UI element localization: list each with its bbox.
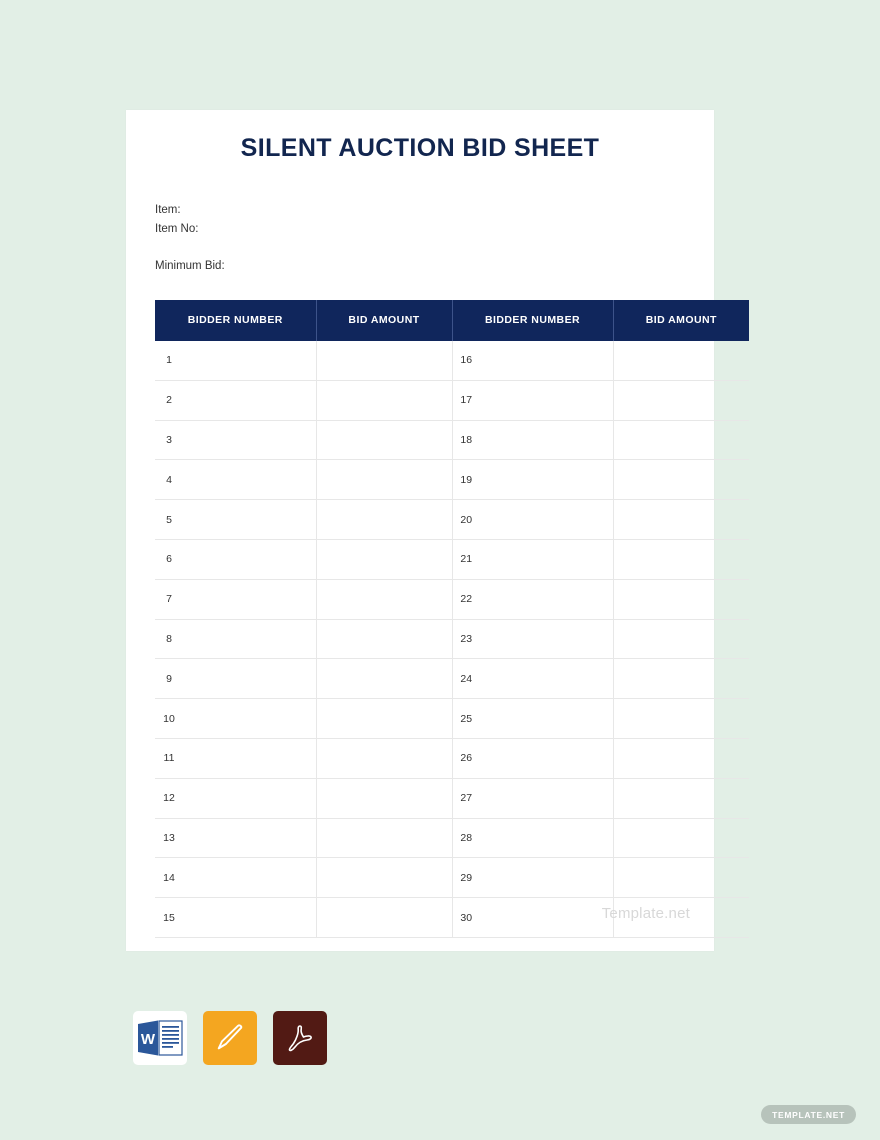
cell-amount-left[interactable] xyxy=(316,539,452,579)
row-number-left: 1 xyxy=(155,341,183,381)
cell-amount-right[interactable] xyxy=(613,699,749,739)
row-number-left: 6 xyxy=(155,539,183,579)
cell-bidder-right[interactable] xyxy=(480,778,613,818)
cell-bidder-left[interactable] xyxy=(183,460,316,500)
cell-bidder-right[interactable] xyxy=(480,699,613,739)
svg-text:W: W xyxy=(140,1031,156,1048)
cell-bidder-left[interactable] xyxy=(183,778,316,818)
row-number-left: 11 xyxy=(155,738,183,778)
table-row xyxy=(155,380,749,420)
cell-amount-left[interactable] xyxy=(316,619,452,659)
row-number-right: 17 xyxy=(452,380,480,420)
row-number-left: 3 xyxy=(155,420,183,460)
watermark: Template.net xyxy=(601,905,690,922)
cell-bidder-left[interactable] xyxy=(183,818,316,858)
cell-amount-left[interactable] xyxy=(316,818,452,858)
column-header-bidder-number-right: BIDDER NUMBER xyxy=(452,300,613,341)
table-row xyxy=(155,579,749,619)
cell-bidder-left[interactable] xyxy=(183,380,316,420)
cell-amount-left[interactable] xyxy=(316,659,452,699)
cell-amount-left[interactable] xyxy=(316,341,452,381)
row-number-right: 21 xyxy=(452,539,480,579)
form-fields xyxy=(126,205,714,273)
table-row xyxy=(155,699,749,739)
bid-table xyxy=(155,300,749,938)
column-header-bid-amount-right: BID AMOUNT xyxy=(613,300,749,341)
cell-bidder-left[interactable] xyxy=(183,500,316,540)
cell-bidder-left[interactable] xyxy=(183,539,316,579)
table-row xyxy=(155,420,749,460)
field-item-no: Item No: xyxy=(155,222,199,235)
table-row xyxy=(155,500,749,540)
row-number-right: 18 xyxy=(452,420,480,460)
row-number-left: 4 xyxy=(155,460,183,500)
row-number-right: 16 xyxy=(452,341,480,381)
page-title: SILENT AUCTION BID SHEET xyxy=(240,134,600,162)
row-number-right: 22 xyxy=(452,579,480,619)
pencil-icon xyxy=(215,1023,245,1053)
pdf-download-button[interactable] xyxy=(273,1011,327,1065)
row-number-right: 26 xyxy=(452,738,480,778)
row-number-right: 20 xyxy=(452,500,480,540)
cell-amount-right[interactable] xyxy=(613,579,749,619)
template-net-badge[interactable]: TEMPLATE.NET xyxy=(761,1105,856,1124)
document-sheet xyxy=(126,110,717,951)
cell-amount-right[interactable] xyxy=(613,659,749,699)
cell-amount-left[interactable] xyxy=(316,778,452,818)
row-number-left: 5 xyxy=(155,500,183,540)
row-number-right: 27 xyxy=(452,778,480,818)
column-header-bidder-number-left: BIDDER NUMBER xyxy=(155,300,316,341)
row-number-left: 14 xyxy=(155,858,183,898)
row-number-left: 15 xyxy=(155,898,183,938)
cell-amount-right[interactable] xyxy=(613,380,749,420)
pages-download-button[interactable] xyxy=(203,1011,257,1065)
cell-bidder-right[interactable] xyxy=(480,420,613,460)
row-number-right: 24 xyxy=(452,659,480,699)
cell-bidder-left[interactable] xyxy=(183,420,316,460)
row-number-left: 10 xyxy=(155,699,183,739)
cell-amount-left[interactable] xyxy=(316,500,452,540)
row-number-left: 2 xyxy=(155,380,183,420)
cell-bidder-right[interactable] xyxy=(480,579,613,619)
cell-bidder-left[interactable] xyxy=(183,341,316,381)
table-row xyxy=(155,539,749,579)
cell-bidder-right[interactable] xyxy=(480,380,613,420)
cell-amount-right[interactable] xyxy=(613,818,749,858)
cell-amount-right[interactable] xyxy=(613,858,749,898)
cell-bidder-right[interactable] xyxy=(480,500,613,540)
word-icon xyxy=(136,1014,184,1062)
row-number-right: 28 xyxy=(452,818,480,858)
cell-bidder-right[interactable] xyxy=(480,818,613,858)
table-header-row xyxy=(155,300,749,341)
row-number-left: 13 xyxy=(155,818,183,858)
cell-bidder-left[interactable] xyxy=(183,738,316,778)
table-row xyxy=(155,659,749,699)
download-format-icons xyxy=(133,1011,327,1065)
cell-amount-left[interactable] xyxy=(316,420,452,460)
row-number-right: 19 xyxy=(452,460,480,500)
cell-bidder-left[interactable] xyxy=(183,898,316,938)
row-number-right: 30 xyxy=(452,898,480,938)
table-row xyxy=(155,818,749,858)
cell-amount-left[interactable] xyxy=(316,699,452,739)
table-body xyxy=(155,341,749,938)
cell-bidder-right[interactable] xyxy=(480,341,613,381)
table-row xyxy=(155,619,749,659)
cell-amount-left[interactable] xyxy=(316,460,452,500)
cell-bidder-right[interactable] xyxy=(480,539,613,579)
table-row xyxy=(155,738,749,778)
row-number-left: 8 xyxy=(155,619,183,659)
cell-bidder-right[interactable] xyxy=(480,460,613,500)
table-row xyxy=(155,341,749,381)
cell-bidder-left[interactable] xyxy=(183,858,316,898)
table-row xyxy=(155,778,749,818)
column-header-bid-amount-left: BID AMOUNT xyxy=(316,300,452,341)
table-row xyxy=(155,898,749,938)
table-row xyxy=(155,460,749,500)
field-minimum-bid: Minimum Bid: xyxy=(155,260,225,272)
cell-bidder-right[interactable] xyxy=(480,738,613,778)
cell-bidder-left[interactable] xyxy=(183,699,316,739)
cell-amount-right[interactable] xyxy=(613,460,749,500)
acrobat-pdf-icon xyxy=(284,1022,316,1054)
cell-amount-right[interactable] xyxy=(613,341,749,381)
cell-bidder-left[interactable] xyxy=(183,619,316,659)
cell-bidder-right[interactable] xyxy=(480,659,613,699)
table-row xyxy=(155,858,749,898)
row-number-left: 12 xyxy=(155,778,183,818)
cell-amount-left[interactable] xyxy=(316,738,452,778)
cell-bidder-right[interactable] xyxy=(480,619,613,659)
row-number-right: 29 xyxy=(452,858,480,898)
row-number-right: 25 xyxy=(452,699,480,739)
cell-amount-left[interactable] xyxy=(316,380,452,420)
row-number-right: 23 xyxy=(452,619,480,659)
row-number-left: 9 xyxy=(155,659,183,699)
cell-amount-right[interactable] xyxy=(613,500,749,540)
cell-amount-right[interactable] xyxy=(613,539,749,579)
cell-amount-right[interactable] xyxy=(613,778,749,818)
cell-amount-left[interactable] xyxy=(316,898,452,938)
cell-bidder-right[interactable] xyxy=(480,858,613,898)
cell-bidder-right[interactable] xyxy=(480,898,613,938)
word-download-button[interactable] xyxy=(133,1011,187,1065)
row-number-left: 7 xyxy=(155,579,183,619)
cell-amount-right[interactable] xyxy=(613,619,749,659)
cell-amount-right[interactable] xyxy=(613,898,749,938)
cell-bidder-left[interactable] xyxy=(183,659,316,699)
cell-amount-right[interactable] xyxy=(613,420,749,460)
cell-amount-right[interactable] xyxy=(613,738,749,778)
field-item: Item: xyxy=(155,204,181,216)
cell-amount-left[interactable] xyxy=(316,858,452,898)
cell-amount-left[interactable] xyxy=(316,579,452,619)
cell-bidder-left[interactable] xyxy=(183,579,316,619)
